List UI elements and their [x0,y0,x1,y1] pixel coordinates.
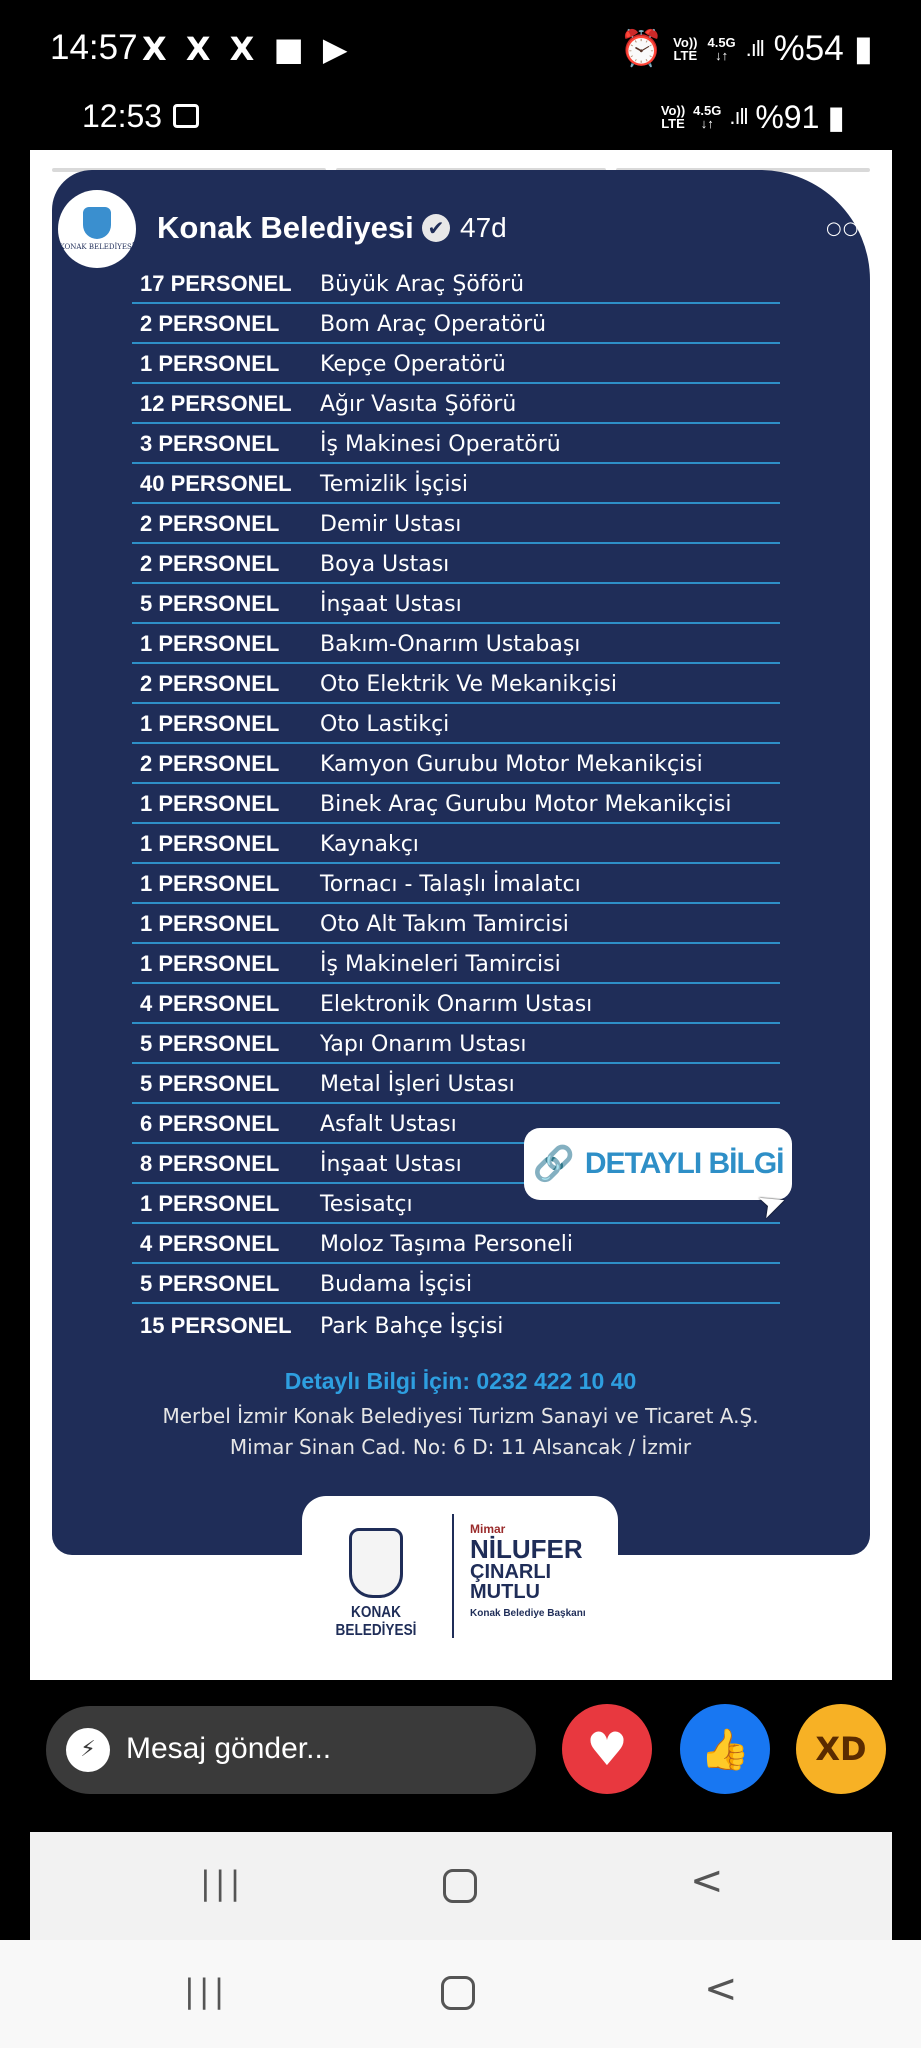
message-input[interactable] [46,1706,536,1794]
love-reaction-button[interactable] [562,1704,652,1794]
home-button[interactable] [443,1869,477,1903]
like-reaction-button[interactable] [680,1704,770,1794]
battery-icon: ▮ [853,28,873,68]
job-count: 1 PERSONEL [140,711,280,736]
job-title: Oto Alt Takım Tamircisi [320,912,569,937]
job-count: 2 PERSONEL [140,671,280,696]
home-button[interactable] [441,1976,475,2010]
job-count: 8 PERSONEL [140,1151,280,1176]
job-title: Ağır Vasıta Şöförü [320,392,517,417]
image-notification-icon [173,104,199,128]
job-count: 4 PERSONEL [140,991,280,1016]
company-address: Mimar Sinan Cad. No: 6 D: 11 Alsancak / İzmir [229,1435,692,1459]
back-button[interactable]: < [690,1858,724,1904]
job-row [132,824,780,864]
job-title: Metal İşleri Ustası [320,1072,515,1097]
job-row [132,464,780,504]
job-row [132,1264,780,1304]
job-count: 17 PERSONEL [140,271,292,296]
job-row [132,704,780,744]
job-count: 1 PERSONEL [140,831,280,856]
job-row [132,1224,780,1264]
job-title: Elektronik Onarım Ustası [320,992,593,1017]
verified-badge-icon: ✔ [422,214,450,242]
battery-icon: ▮ [827,99,845,135]
recents-button[interactable]: ||| [200,1864,245,1902]
cursor-icon: ➤ [752,1180,793,1228]
job-title: Budama İşçisi [320,1272,473,1297]
municipality-crest-icon [349,1528,403,1598]
job-count: 2 PERSONEL [140,751,280,776]
inner-navigation-bar [30,1832,892,1940]
outer-navigation-bar [0,1940,921,2048]
inner-status-bar [30,90,890,150]
job-title: Boya Ustası [320,552,450,577]
heart-icon: ♥ [586,1722,628,1776]
job-count: 6 PERSONEL [140,1111,280,1136]
job-row [132,664,780,704]
messenger-icon: ⚡ [66,1728,110,1772]
network-type-icon: 4.5G ↓↑ [693,103,722,131]
company-name: Merbel İzmir Konak Belediyesi Turizm Sanayi ve Ticaret A.Ş. [162,1404,759,1428]
link-icon: 🔗 [532,1144,575,1184]
recents-button[interactable]: ||| [184,1972,229,2010]
job-count: 2 PERSONEL [140,551,280,576]
job-title: Yapı Onarım Ustası [320,1032,527,1057]
job-count: 5 PERSONEL [140,1071,280,1096]
job-row [132,584,780,624]
more-options-icon[interactable]: ○○○ [826,218,877,239]
job-count: 4 PERSONEL [140,1231,280,1256]
crest-icon [83,207,111,239]
job-row [132,264,780,304]
alarm-icon: ⏰ [619,29,664,68]
job-row [132,504,780,544]
back-button[interactable]: < [704,1966,738,2012]
job-title: İş Makineleri Tamircisi [320,952,561,977]
laughing-face-icon: XD [815,1730,867,1768]
job-title: Bom Araç Operatörü [320,312,547,337]
job-row [132,1024,780,1064]
job-count: 5 PERSONEL [140,1031,280,1056]
job-row [132,1304,780,1344]
job-title: Bakım-Onarım Ustabaşı [320,632,581,657]
job-count: 12 PERSONEL [140,391,292,416]
battery-percent: %54 [773,28,844,68]
job-title: Park Bahçe İşçisi [320,1314,504,1339]
job-row [132,744,780,784]
mayor-signature-logo: Mimar NİLUFER ÇINARLI MUTLU Konak Belediye Başkanı [470,1522,586,1619]
job-title: İş Makinesi Operatörü [320,432,561,457]
job-title: Kaynakçı [320,832,419,857]
job-title: Kamyon Gurubu Motor Mekanikçisi [320,752,703,777]
job-count: 1 PERSONEL [140,871,280,896]
job-title: Demir Ustası [320,512,462,537]
job-count: 2 PERSONEL [140,311,280,336]
job-count: 1 PERSONEL [140,951,280,976]
logo-divider [452,1514,454,1638]
job-title: Büyük Araç Şöförü [320,272,525,297]
post-age: 47d [460,212,507,243]
job-count: 1 PERSONEL [140,1191,280,1216]
konak-logo: KONAK BELEDİYESİ [302,1528,450,1640]
signal-icon: .ıll [745,35,764,61]
job-row [132,424,780,464]
page-avatar[interactable]: KONAK BELEDİYESİ [58,190,136,268]
job-title: Kepçe Operatörü [320,352,506,377]
job-row [132,944,780,984]
job-count: 5 PERSONEL [140,1271,280,1296]
battery-percent: %91 [755,98,820,135]
job-row [132,384,780,424]
outer-system-icons [620,28,873,69]
inner-clock: 12:53 [82,98,163,134]
job-title: Oto Elektrik Ve Mekanikçisi [320,672,617,697]
job-count: 15 PERSONEL [140,1313,292,1338]
volte-icon: Vo)) LTE [673,34,698,63]
job-row [132,544,780,584]
haha-reaction-button[interactable] [796,1704,886,1794]
job-title: İnşaat Ustası [320,592,462,617]
reply-bar [0,1682,921,1832]
job-row [132,624,780,664]
job-title: Tesisatçı [320,1192,413,1217]
job-row [132,304,780,344]
job-row [132,344,780,384]
job-row [132,984,780,1024]
volte-icon: Vo)) LTE [660,103,686,131]
signal-icon: .ıll [729,104,748,129]
inner-system-icons [661,98,845,136]
contact-phone: Detaylı Bilgi İçin: 0232 422 10 40 [284,1368,637,1394]
job-row [132,1064,780,1104]
job-row [132,864,780,904]
job-count: 1 PERSONEL [140,911,280,936]
notification-icons: X X X ■ ▶ [142,30,352,68]
job-row [132,904,780,944]
job-count: 1 PERSONEL [140,631,280,656]
network-type-icon: 4.5G ↓↑ [707,34,736,63]
job-count: 2 PERSONEL [140,511,280,536]
job-title: Oto Lastikçi [320,712,450,737]
job-title: Binek Araç Gurubu Motor Mekanikçisi [320,792,732,817]
outer-clock: 14:57 [50,28,138,67]
job-title: Tornacı - Talaşlı İmalatcı [320,872,581,897]
job-count: 40 PERSONEL [140,471,292,496]
job-count: 3 PERSONEL [140,431,280,456]
page-name[interactable]: Konak Belediyesi [157,210,414,245]
job-title: Moloz Taşıma Personeli [320,1232,573,1257]
job-count: 1 PERSONEL [140,351,280,376]
job-title: İnşaat Ustası [320,1152,462,1177]
detailed-info-label: DETAYLI BİLGİ [584,1147,784,1180]
job-title: Temizlik İşçisi [320,472,469,497]
outer-status-bar [0,0,921,104]
job-count: 5 PERSONEL [140,591,280,616]
job-count: 1 PERSONEL [140,791,280,816]
thumbs-up-icon: 👍 [700,1726,750,1773]
message-placeholder: Mesaj gönder... [126,1732,332,1765]
job-row [132,784,780,824]
job-title: Asfalt Ustası [320,1112,457,1137]
